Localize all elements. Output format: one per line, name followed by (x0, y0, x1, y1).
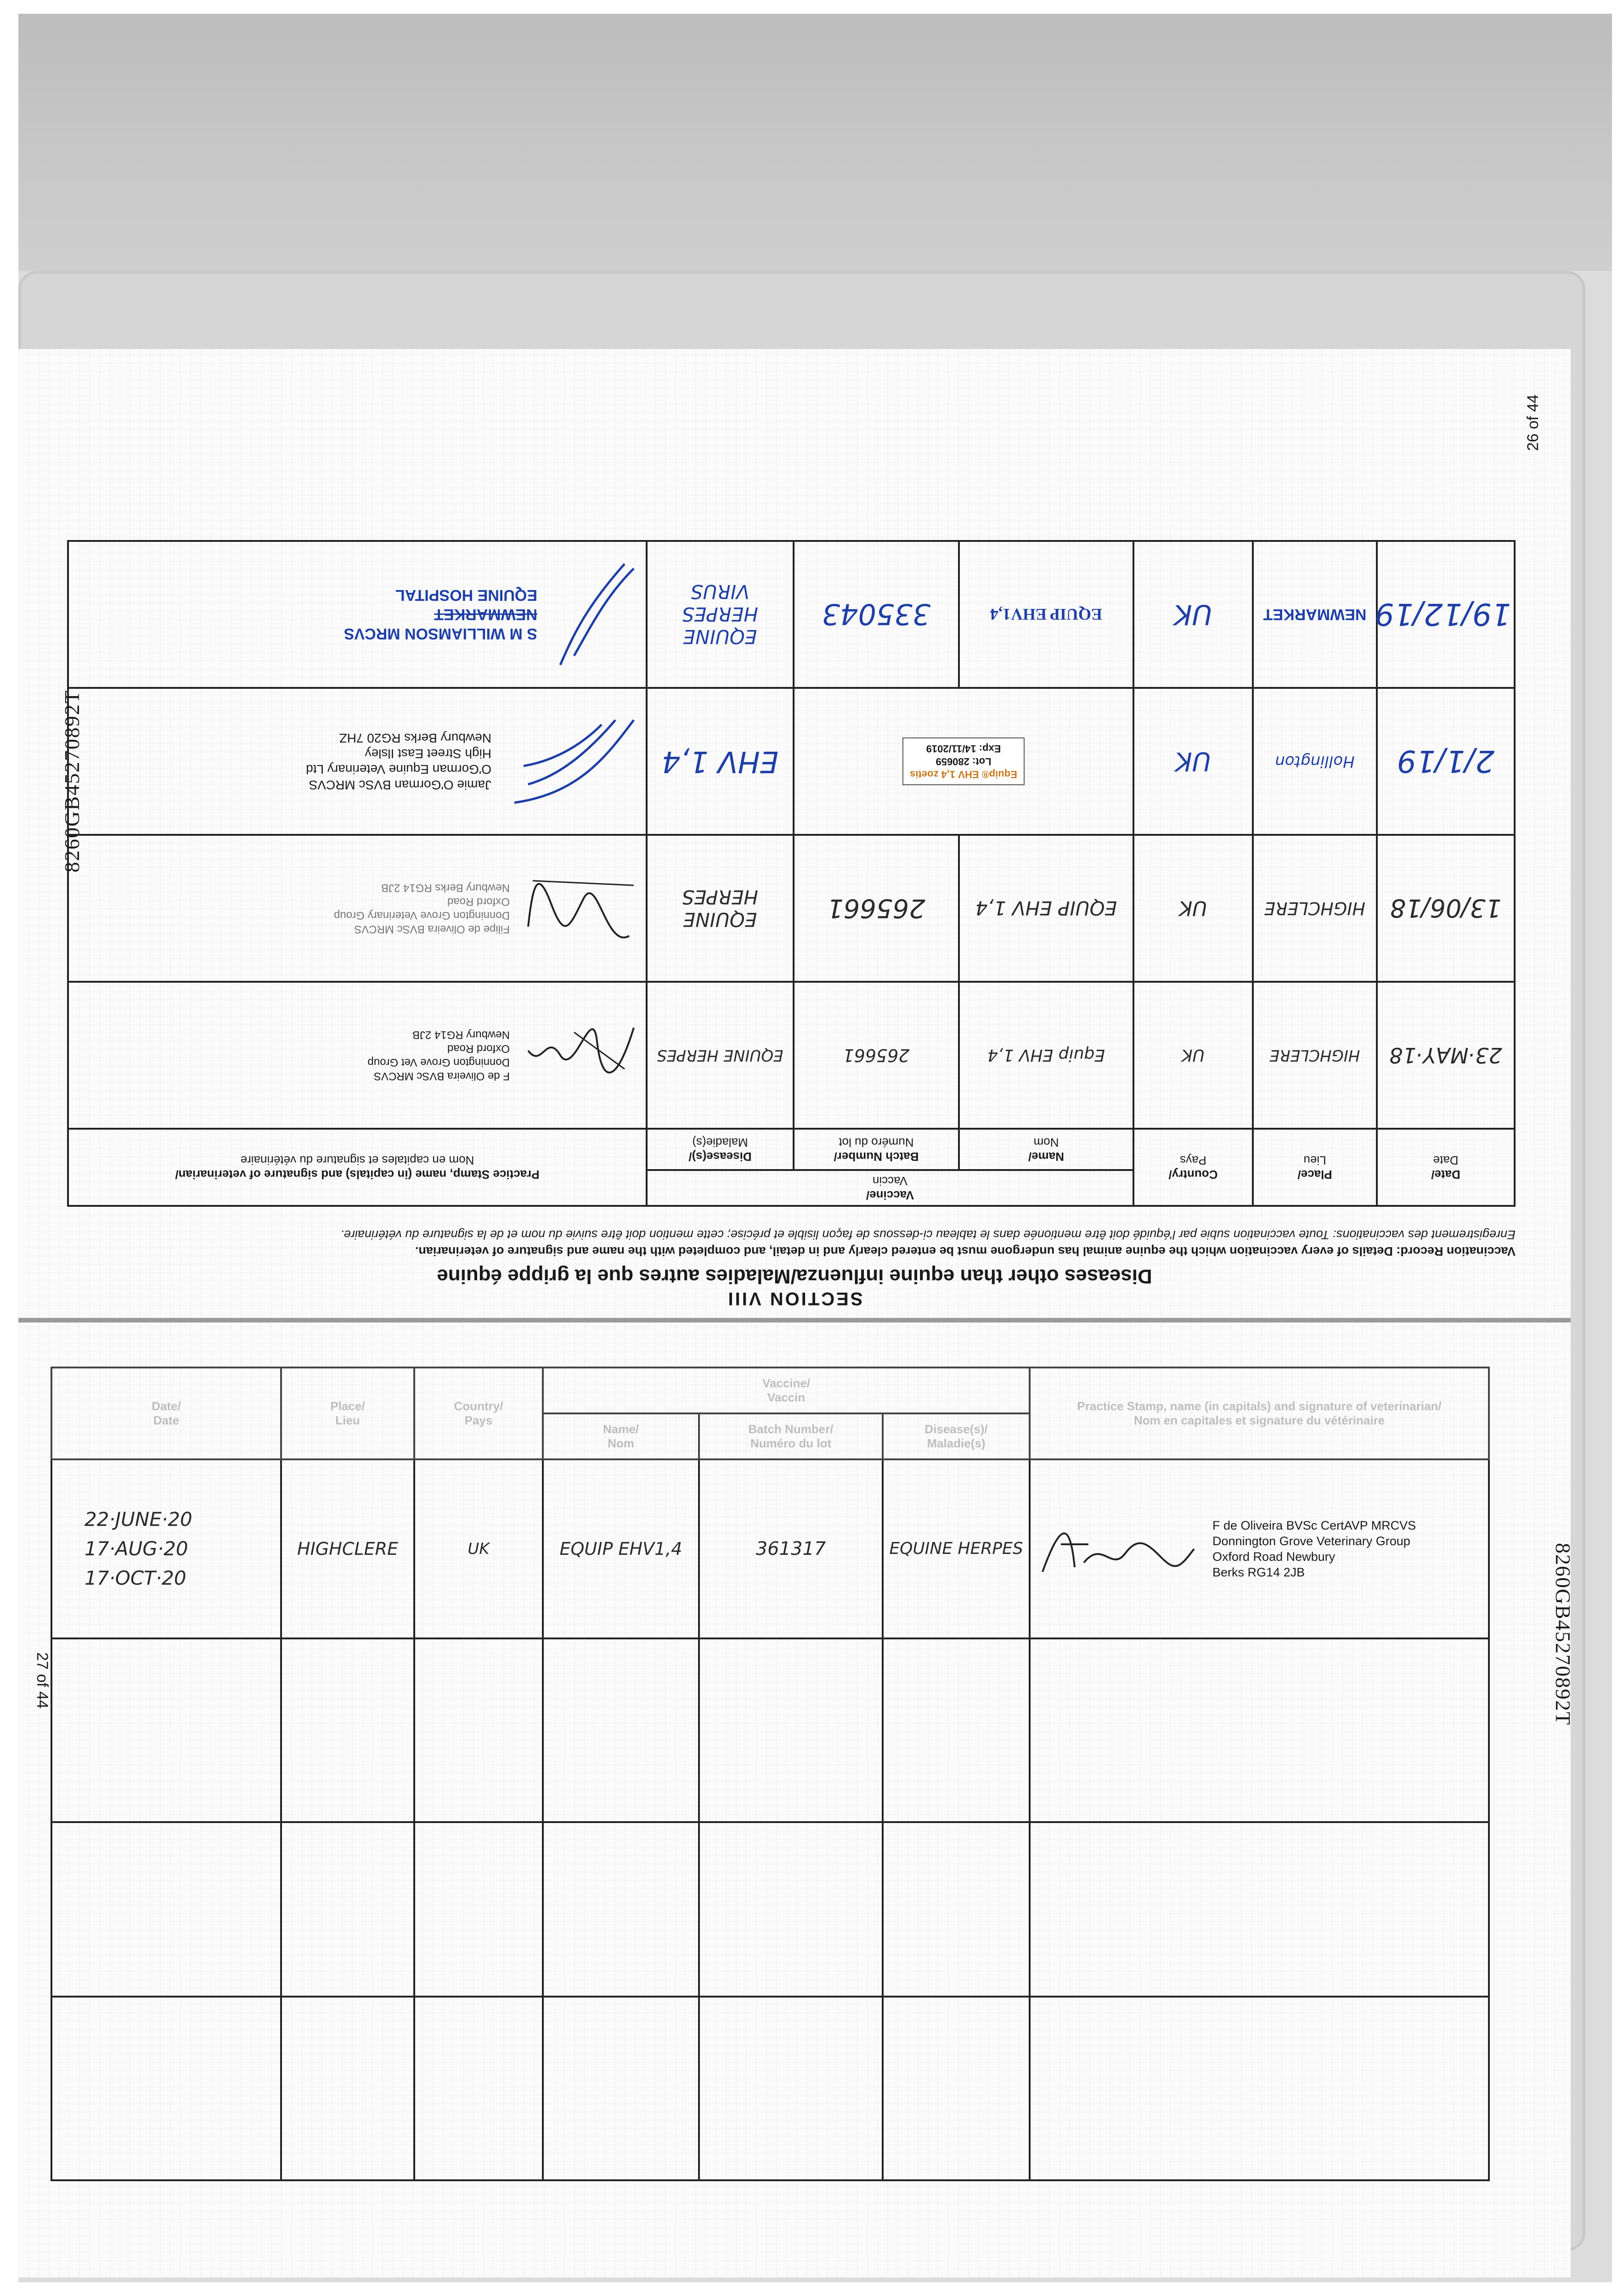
passport-page-27 (18, 1322, 1575, 2278)
header-diseases: Disease(s)/ Maladie(s) (883, 1413, 1030, 1459)
place-stamp-cell: NEWMARKET (1253, 541, 1377, 688)
batch-cell: 265661 (794, 982, 959, 1129)
empty-cell (51, 1638, 281, 1822)
date-cell: 19/12/19 (1377, 541, 1515, 688)
header-vaccine-name: Name/ Nom (543, 1413, 699, 1459)
header-batch-number: Batch Number/ Numéro du lot (699, 1413, 883, 1459)
practice-stamp-cell (68, 688, 647, 835)
header-place: Place/ Lieu (281, 1367, 414, 1459)
header-vaccine: Vaccine/ Vaccin (543, 1367, 1030, 1413)
signature-scribble (524, 862, 643, 954)
header-country: Country/ Pays (414, 1367, 543, 1459)
empty-cell (414, 1638, 543, 1822)
table-row (68, 982, 1515, 1129)
batch-cell: 361317 (699, 1459, 883, 1638)
vaccine-batch-sticker: Equip® EHV 1,4 zoetis Lot: 280659 Exp: 14/11/2019 (902, 737, 1025, 785)
vet-stamp: Jamie O'Gorman BVSc MRCVS O'Gorman Equine Veterinary Ltd High Street East Ilsley Newbury Berks RG20 7HZ (306, 731, 491, 792)
place-cell: HIGHCLERE (1253, 982, 1377, 1129)
table-row (51, 1638, 1489, 1822)
header-date: Date/ Date (51, 1367, 281, 1459)
date-cell: 23·MAY·18 (1377, 982, 1515, 1129)
disease-cell: EQUINE HERPES (647, 982, 794, 1129)
empty-cell (414, 1822, 543, 1997)
empty-cell (699, 1997, 883, 2180)
place-cell: Hollington (1253, 688, 1377, 835)
place-cell: HIGHCLERE (281, 1459, 414, 1638)
header-practice-stamp: Practice Stamp, name (in capitals) and signature of veterinarian/ Nom en capitales et signature du vétérinaire (68, 1129, 647, 1206)
country-cell: UK (414, 1459, 543, 1638)
table-row (51, 1822, 1489, 1997)
batch-cell: 335043 (794, 541, 959, 688)
header-diseases: Disease(s)/ Maladie(s) (647, 1129, 794, 1170)
vaccine-sticker-cell (794, 688, 1133, 835)
rotated-page-content (18, 349, 1571, 1322)
empty-cell (281, 1997, 414, 2180)
practice-stamp-cell (1030, 1459, 1489, 1638)
country-cell: UK (1133, 688, 1253, 835)
practice-stamp-cell (68, 541, 647, 688)
vet-stamp: F de Oliveira BVSc MRCVS Donnington Grove Vet Group Oxford Road Newbury RG14 2JB (367, 1029, 510, 1082)
table-row (51, 1459, 1489, 1638)
section-heading: SECTION VIII (726, 1289, 863, 1309)
signature-scribble (524, 1014, 643, 1097)
header-batch-number: Batch Number/ Numéro du lot (794, 1129, 959, 1170)
page-number: 27 of 44 (33, 1652, 51, 1709)
empty-cell (51, 1997, 281, 2180)
place-cell: HIGHCLERE (1253, 835, 1377, 982)
empty-cell (1030, 1997, 1489, 2180)
header-country: Country/ Pays (1133, 1129, 1253, 1206)
empty-cell (543, 1822, 699, 1997)
table-row (68, 688, 1515, 835)
disease-cell: EQUINE HERPES (647, 835, 794, 982)
date-cell: 2/1/19 (1377, 688, 1515, 835)
passport-id: 8260GB452708​92T (60, 690, 84, 872)
date-cell: 22·JUNE·20 17·AUG·20 17·OCT·20 (51, 1459, 281, 1638)
header-practice-stamp: Practice Stamp, name (in capitals) and signature of veterinarian/ Nom en capitales et signature du vétérinaire (1030, 1367, 1489, 1459)
disease-cell: EQUINE HERPES VIRUS (647, 541, 794, 688)
passport-page-26 (18, 349, 1571, 1322)
folder-cover (18, 14, 1612, 271)
page-title: Diseases other than equine influenza/Maladies autres que la grippe équine (437, 1265, 1152, 1288)
empty-cell (699, 1638, 883, 1822)
practice-stamp-cell (68, 835, 647, 982)
vaccine-name-cell: Equip EHV 1,4 (959, 982, 1133, 1129)
country-cell: UK (1133, 835, 1253, 982)
empty-cell (883, 1822, 1030, 1997)
country-cell: UK (1133, 541, 1253, 688)
empty-cell (1030, 1638, 1489, 1822)
vet-stamp: Filipe de Oliveira BVSc MRCVS Donnington Grove Veterinary Group Oxford Road Newbury Berks RG14 2JB (334, 882, 510, 935)
table-row (68, 541, 1515, 688)
practice-stamp-cell (68, 982, 647, 1129)
signature-scribble (551, 559, 643, 670)
date-cell: 13/06/18 (1377, 835, 1515, 982)
empty-cell (699, 1822, 883, 1997)
empty-cell (281, 1822, 414, 1997)
vet-stamp: F de Oliveira BVSc CertAVP MRCVS Donnington Grove Veterinary Group Oxford Road Newbury Berks RG14 2JB (1212, 1519, 1416, 1579)
empty-cell (414, 1997, 543, 2180)
country-cell: UK (1133, 982, 1253, 1129)
vaccine-name-stamp-cell: EQUIP EHV1,4 (959, 541, 1133, 688)
empty-cell (883, 1997, 1030, 2180)
vet-stamp: S M WILLIAMSON MRCVS NEWMARKET EQUINE HOSPITAL (344, 586, 537, 642)
vaccination-table-top (67, 540, 1516, 1207)
signature-scribble (505, 711, 643, 812)
empty-cell (281, 1638, 414, 1822)
table-row (51, 1997, 1489, 2180)
empty-cell (543, 1997, 699, 2180)
batch-cell: 265661 (794, 835, 959, 982)
instructions-english: Vaccination Record: Details of every vaccination which the equine animal has undergone must be entered clearly and in detail, and completed with the name and signature of veterinarian. (415, 1244, 1516, 1258)
table-row (68, 835, 1515, 982)
header-place: Place/ Lieu (1253, 1129, 1377, 1206)
empty-cell (883, 1638, 1030, 1822)
header-date: Date/ Date (1377, 1129, 1515, 1206)
passport-id: 8260GB452708​92T (1551, 1543, 1575, 1726)
vaccine-name-cell: EQUIP EHV1,4 (543, 1459, 699, 1638)
header-vaccine: Vaccine/ Vaccin (647, 1170, 1133, 1206)
vaccine-name-cell: EQUIP EHV 1,4 (959, 835, 1133, 982)
header-vaccine-name: Name/ Nom (959, 1129, 1133, 1170)
empty-cell (543, 1638, 699, 1822)
empty-cell (51, 1822, 281, 1997)
vaccination-table-bottom (51, 1367, 1490, 2181)
page-number: 26 of 44 (1524, 394, 1542, 451)
disease-cell: EHV 1,4 (647, 688, 794, 835)
instructions-french: Enregistrement des vaccinations: Toute vaccination subie par l'équidé doit être mentionée dans le tableau ci-dessous de façon lisible et précise; cette mention doit être suivie du nom et de la signature du vétérinaire. (340, 1228, 1516, 1242)
signature-scribble (1033, 1512, 1199, 1586)
disease-cell: EQUINE HERPES (883, 1459, 1030, 1638)
empty-cell (1030, 1822, 1489, 1997)
